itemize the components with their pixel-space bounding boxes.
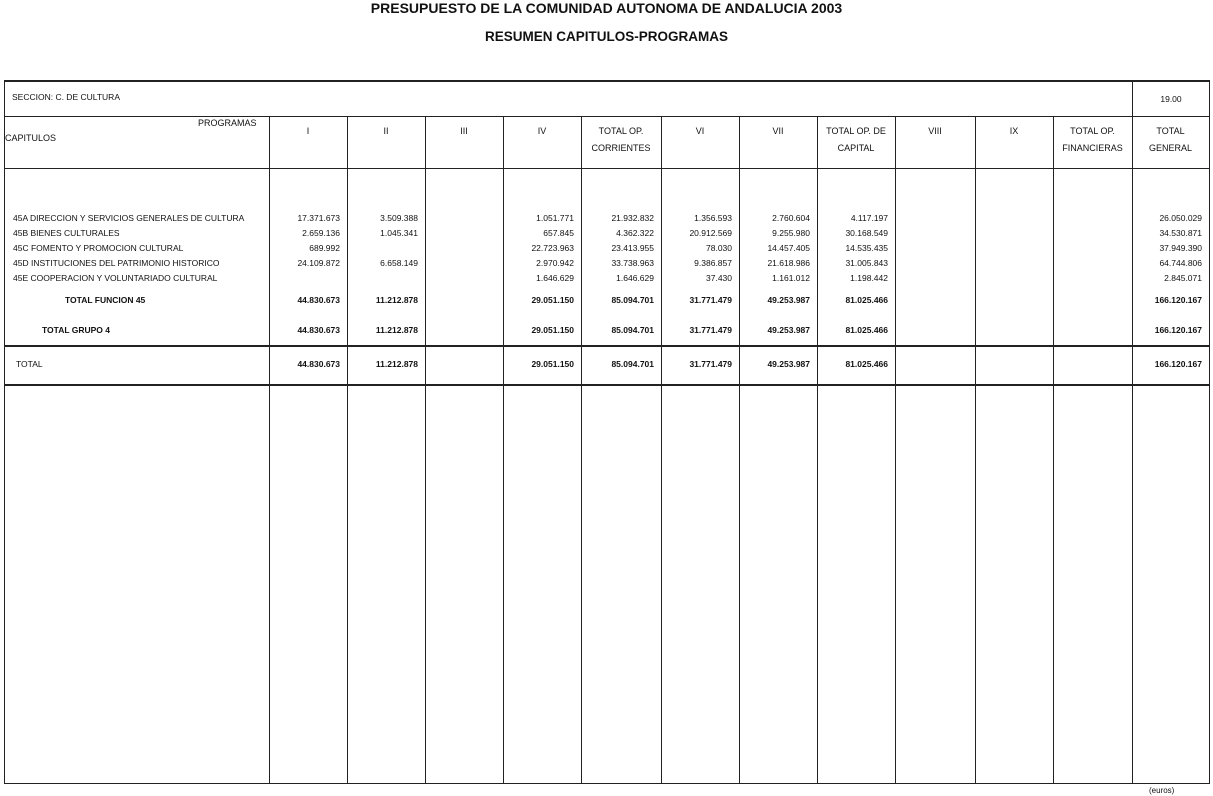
grand-total-row-label: TOTAL — [16, 359, 43, 369]
program-row-label: 45D INSTITUCIONES DEL PATRIMONIO HISTORICO — [13, 258, 220, 268]
column-header-line2: FINANCIERAS — [1062, 143, 1123, 153]
program-row-value: 1.045.341 — [380, 228, 418, 238]
program-row-value: 1.161.012 — [772, 273, 810, 283]
program-row-value: 22.723.963 — [531, 243, 574, 253]
column-divider — [975, 117, 976, 784]
grand-total-row-value: 29.051.150 — [531, 359, 574, 369]
page-subtitle: RESUMEN CAPITULOS-PROGRAMAS — [484, 29, 728, 44]
column-header-line1: TOTAL OP. — [598, 126, 644, 136]
header-row-divider — [4, 168, 1210, 169]
program-row-label: 45B BIENES CULTURALES — [13, 228, 120, 238]
program-row-value: 24.109.872 — [297, 258, 340, 268]
section-label: SECCION: C. DE CULTURA — [12, 92, 120, 102]
program-row-value: 9.386.857 — [694, 258, 732, 268]
column-divider — [1053, 117, 1054, 784]
program-row-value: 64.744.806 — [1159, 258, 1202, 268]
currency-unit-note: (euros) — [1149, 786, 1175, 795]
column-header-line1: VII — [772, 126, 784, 136]
total-funcion-row-value: 49.253.987 — [767, 295, 810, 305]
total-grupo-row-value: 85.094.701 — [611, 325, 654, 335]
grand-total-row-value: 31.771.479 — [689, 359, 732, 369]
total-grupo-row-label: TOTAL GRUPO 4 — [42, 325, 111, 335]
program-row-value: 30.168.549 — [845, 228, 888, 238]
total-grupo-row-value: 49.253.987 — [767, 325, 810, 335]
program-row-value: 1.356.593 — [694, 213, 732, 223]
section-row-divider — [4, 116, 1210, 117]
column-divider — [425, 117, 426, 784]
page-title: PRESUPUESTO DE LA COMUNIDAD AUTONOMA DE ANDALUCIA 2003 — [370, 0, 843, 16]
total-funcion-row-value: 44.830.673 — [297, 295, 340, 305]
total-funcion-row-value: 85.094.701 — [611, 295, 654, 305]
program-row-value: 9.255.980 — [772, 228, 810, 238]
header-capitulos-label: CAPITULOS — [5, 133, 57, 143]
program-row-value: 20.912.569 — [689, 228, 732, 238]
column-header-line2: CAPITAL — [837, 143, 875, 153]
column-header-line2: CORRIENTES — [591, 143, 651, 153]
column-header-line2: GENERAL — [1148, 143, 1192, 153]
total-row-top-border — [4, 345, 1210, 347]
grand-total-row-value: 44.830.673 — [297, 359, 340, 369]
grand-total-row-value: 49.253.987 — [767, 359, 810, 369]
column-header-line1: IV — [537, 126, 547, 136]
program-row-value: 2.845.071 — [1164, 273, 1202, 283]
program-row-value: 34.530.871 — [1159, 228, 1202, 238]
total-row-bottom-border — [4, 384, 1210, 386]
program-row-value: 2.970.942 — [536, 258, 574, 268]
program-row-label: 45E COOPERACION Y VOLUNTARIADO CULTURAL — [13, 273, 218, 283]
total-grupo-row-value: 166.120.167 — [1154, 325, 1202, 335]
table-bottom-border — [4, 783, 1210, 784]
program-row-value: 37.949.390 — [1159, 243, 1202, 253]
total-funcion-row-value: 11.212.878 — [375, 295, 418, 305]
header-programas-label: PROGRAMAS — [198, 118, 257, 128]
column-header-line1: TOTAL OP. DE — [826, 126, 886, 136]
total-funcion-row-label: TOTAL FUNCION 45 — [65, 295, 146, 305]
column-header-line1: TOTAL OP. — [1070, 126, 1115, 136]
column-header-line1: II — [383, 126, 389, 136]
program-row-value: 17.371.673 — [297, 213, 340, 223]
program-row-value: 31.005.843 — [845, 258, 888, 268]
grand-total-row-value: 11.212.878 — [375, 359, 418, 369]
program-row-value: 2.659.136 — [302, 228, 340, 238]
grand-total-row-value: 166.120.167 — [1154, 359, 1202, 369]
program-row-label: 45C FOMENTO Y PROMOCION CULTURAL — [13, 243, 184, 253]
program-row-value: 14.457.405 — [767, 243, 810, 253]
program-row-value: 21.932.832 — [611, 213, 654, 223]
column-divider — [895, 117, 896, 784]
program-row-value: 6.658.149 — [380, 258, 418, 268]
table-top-border — [4, 80, 1210, 82]
program-row-label: 45A DIRECCION Y SERVICIOS GENERALES DE CULTURA — [13, 213, 245, 223]
total-funcion-row-value: 31.771.479 — [689, 295, 732, 305]
program-row-value: 3.509.388 — [380, 213, 418, 223]
grand-total-row-value: 85.094.701 — [611, 359, 654, 369]
column-header-line1: TOTAL — [1156, 126, 1185, 136]
total-grupo-row-value: 31.771.479 — [689, 325, 732, 335]
total-grupo-row-value: 29.051.150 — [531, 325, 574, 335]
total-funcion-row-value: 29.051.150 — [531, 295, 574, 305]
column-header-line1: IX — [1009, 126, 1019, 136]
total-grupo-row-value: 44.830.673 — [297, 325, 340, 335]
program-row-value: 33.738.963 — [611, 258, 654, 268]
section-code: 19.00 — [1160, 94, 1182, 104]
program-row-value: 14.535.435 — [845, 243, 888, 253]
table-left-border — [4, 80, 5, 784]
grand-total-row-value: 81.025.466 — [845, 359, 888, 369]
program-row-value: 1.051.771 — [536, 213, 574, 223]
program-row-value: 26.050.029 — [1159, 213, 1202, 223]
program-row-value: 4.362.322 — [616, 228, 654, 238]
total-funcion-row-value: 81.025.466 — [845, 295, 888, 305]
program-row-value: 23.413.955 — [611, 243, 654, 253]
program-row-value: 689.992 — [309, 243, 340, 253]
total-grupo-row-value: 81.025.466 — [845, 325, 888, 335]
program-row-value: 37.430 — [706, 273, 732, 283]
table-right-border — [1209, 80, 1210, 784]
total-funcion-row-value: 166.120.167 — [1154, 295, 1202, 305]
program-row-value: 1.646.629 — [616, 273, 654, 283]
program-row-value: 1.198.442 — [850, 273, 888, 283]
column-header-line1: III — [460, 126, 468, 136]
program-row-value: 1.646.629 — [536, 273, 574, 283]
program-row-value: 21.618.986 — [767, 258, 810, 268]
total-grupo-row-value: 11.212.878 — [375, 325, 418, 335]
program-row-value: 657.845 — [543, 228, 574, 238]
column-header-line1: VI — [695, 126, 705, 136]
program-row-value: 2.760.604 — [772, 213, 810, 223]
program-row-value: 78.030 — [706, 243, 732, 253]
program-row-value: 4.117.197 — [850, 213, 888, 223]
column-header-line1: I — [306, 126, 310, 136]
column-header-line1: VIII — [928, 126, 942, 136]
